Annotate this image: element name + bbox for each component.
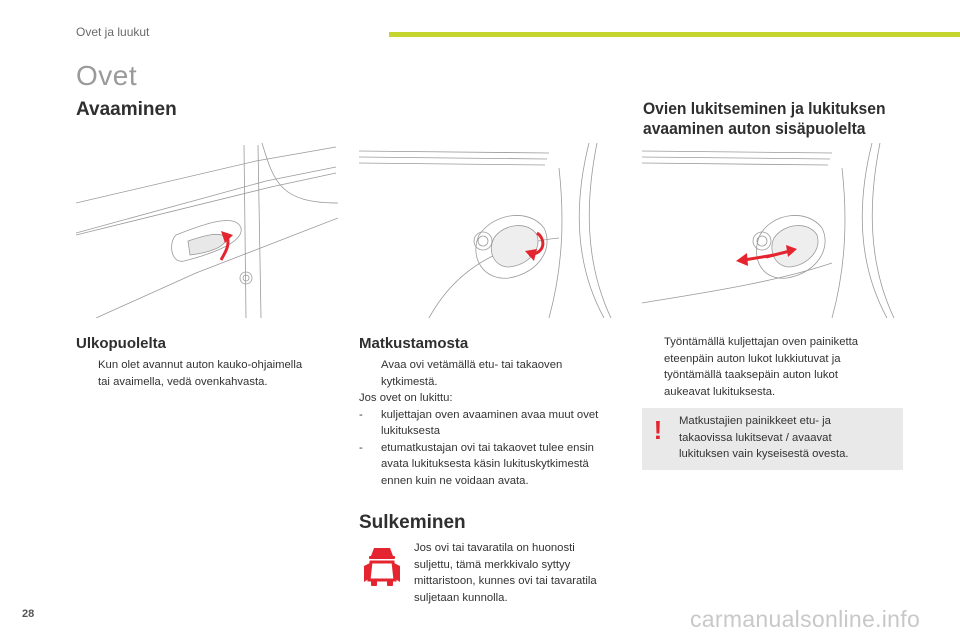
door-open-warning-icon: [362, 544, 402, 588]
text-line: kytkimestä.: [381, 375, 438, 388]
outside-heading: Ulkopuolelta: [76, 335, 167, 352]
exterior-door-handle-illustration: [76, 143, 338, 318]
closing-text: [414, 540, 629, 606]
page-number: 28: [22, 608, 35, 620]
locking-instructions: [642, 334, 904, 400]
outside-instructions: [76, 357, 338, 390]
dash-marker: -: [359, 441, 363, 454]
pull-arrow-icon: [221, 231, 233, 260]
text-line: takaovissa lukitsevat / avaavat: [679, 431, 832, 444]
text-line: Työntämällä kuljettajan oven painiketta: [664, 336, 859, 348]
text-line: eteenpäin auton lukot lukkiutuvat ja: [664, 352, 841, 365]
warning-icon: !: [653, 415, 663, 445]
watermark: carmanualsonline.info: [690, 606, 921, 632]
warning-note-text: [679, 413, 889, 463]
text-line: tai avaimella, vedä ovenkahvasta.: [98, 375, 268, 388]
text-line: aukeavat lukituksesta.: [664, 385, 776, 398]
text-line: kuljettajan oven avaaminen avaa muut ovet: [381, 408, 599, 421]
text-line: Avaa ovi vetämällä etu- tai takaoven: [381, 359, 563, 371]
section-heading-opening: Avaaminen: [76, 99, 177, 120]
text-line: etumatkustajan ovi tai takaovet tulee ensin: [381, 441, 594, 454]
page-title: Ovet: [76, 60, 138, 91]
text-line: Jos ovet on lukittu:: [359, 392, 453, 404]
dash-item: [359, 440, 624, 490]
dash-item: [359, 407, 624, 440]
text-line: suljetaan kunnolla.: [414, 591, 508, 604]
section-heading-locking-line1: Ovien lukitseminen ja lukituksen: [643, 99, 886, 118]
bullet-item: [76, 357, 338, 390]
inside-heading: Matkustamosta: [359, 335, 469, 352]
text-line: Jos ovi tai tavaratila on huonosti: [414, 542, 575, 554]
interior-door-handle-illustration: [359, 143, 621, 318]
text-line: Matkustajien painikkeet etu- ja: [679, 415, 831, 427]
section-heading-locking-line2: avaaminen auton sisäpuolelta: [643, 119, 866, 138]
header-section-title: Ovet ja luukut: [76, 25, 150, 39]
dash-marker: -: [359, 408, 363, 421]
text-line: mittaristoon, kunnes ovi tai tavaratila: [414, 575, 597, 587]
text-line: lukituksen vain kyseisestä ovesta.: [679, 448, 849, 460]
text-line: ennen kuin ne voidaan avata.: [381, 474, 529, 487]
bullet-item: [642, 334, 904, 400]
inside-instructions: [359, 357, 624, 489]
text-line: Kun olet avannut auton kauko-ohjaimella: [98, 359, 303, 371]
bullet-item: [359, 357, 624, 390]
section-heading-locking: [643, 99, 886, 139]
text-line: avata lukituksesta käsin lukituskytkimestä: [381, 458, 589, 470]
header-accent-bar: [389, 32, 960, 37]
text-line: suljettu, tämä merkkivalo syttyy: [414, 558, 571, 571]
lock-button-illustration: [642, 143, 904, 318]
text-line: lukituksesta: [381, 425, 441, 437]
closing-heading: Sulkeminen: [359, 512, 466, 533]
text-line: työntämällä taaksepäin auton lukot: [664, 369, 838, 381]
